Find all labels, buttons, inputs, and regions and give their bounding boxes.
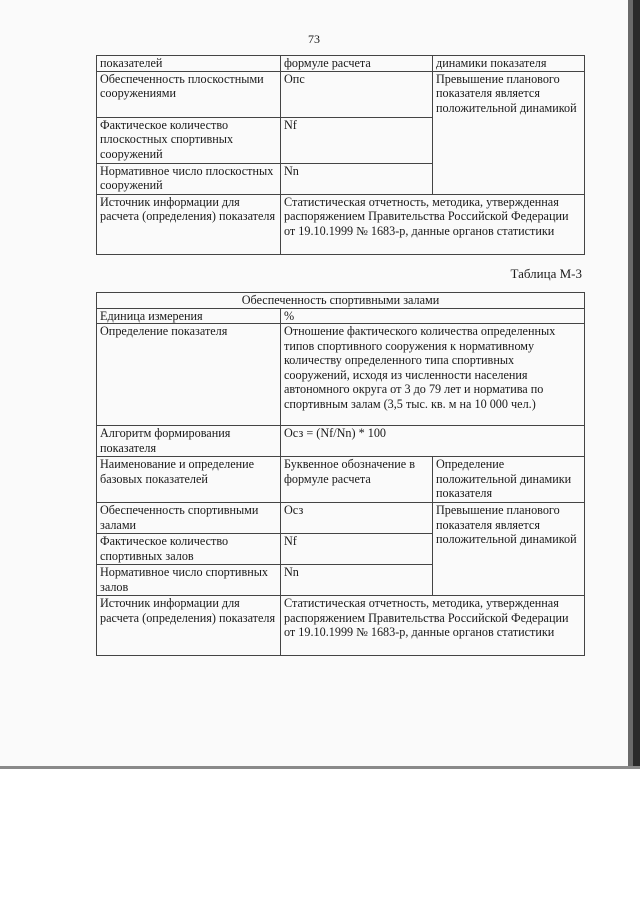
source-value: Статистическая отчетность, методика, утвержденная распоряжением Правительства Российской Федерации от 19.10.1999 № 1683-р, данные органов статистики bbox=[281, 596, 585, 656]
source-label: Источник информации для расчета (определения) показателя bbox=[97, 596, 281, 656]
table-row bbox=[97, 71, 585, 117]
header-cell: Буквенное обозначение в формуле расчета bbox=[281, 457, 433, 503]
table-title: Обеспеченность спортивными залами bbox=[97, 293, 585, 309]
unit-value: % bbox=[281, 308, 585, 324]
base-indicator-name: Фактическое количество спортивных залов bbox=[97, 534, 281, 565]
formula-symbol: Nn bbox=[281, 163, 433, 194]
formula-symbol: Nf bbox=[281, 534, 433, 565]
formula-symbol: Опс bbox=[281, 71, 433, 117]
scan-border bbox=[633, 0, 640, 768]
algorithm-formula: Осз = (Nf/Nn) * 100 bbox=[281, 426, 585, 457]
formula-symbol: Осз bbox=[281, 503, 433, 534]
algorithm-label: Алгоритм формирования показателя bbox=[97, 426, 281, 457]
base-indicator-name: Обеспеченность плоскостными сооружениями bbox=[97, 71, 281, 117]
table-row bbox=[97, 194, 585, 254]
base-indicator-name: Нормативное число плоскостных сооружений bbox=[97, 163, 281, 194]
table-row bbox=[97, 293, 585, 309]
table-row bbox=[97, 56, 585, 72]
table-row bbox=[97, 596, 585, 656]
header-cell: формуле расчета bbox=[281, 56, 433, 72]
header-cell: показателей bbox=[97, 56, 281, 72]
table-caption: Таблица М-3 bbox=[510, 266, 582, 281]
definition-label: Определение показателя bbox=[97, 324, 281, 426]
definition-value: Отношение фактического количества определенных типов спортивного сооружения к нормативному количеству определенного типа спортивных сооружений, исходя из численности населения автономного округа от 3 до 79 лет и норматива по спортивным залам (3,5 тыс. кв. м на 10 000 чел.) bbox=[281, 324, 585, 426]
table-row bbox=[97, 503, 585, 534]
table-row bbox=[97, 308, 585, 324]
indicator-table-2 bbox=[96, 292, 585, 656]
page-number: 73 bbox=[308, 32, 320, 46]
base-indicator-name: Фактическое количество плоскостных спортивных сооружений bbox=[97, 117, 281, 163]
formula-symbol: Nn bbox=[281, 565, 433, 596]
base-indicator-name: Нормативное число спортивных залов bbox=[97, 565, 281, 596]
table-row bbox=[97, 324, 585, 426]
header-cell: Определение положительной динамики показателя bbox=[433, 457, 585, 503]
header-cell: динамики показателя bbox=[433, 56, 585, 72]
table-row bbox=[97, 457, 585, 503]
unit-label: Единица измерения bbox=[97, 308, 281, 324]
table-row bbox=[97, 426, 585, 457]
page-bottom-edge bbox=[0, 766, 640, 769]
source-value: Статистическая отчетность, методика, утвержденная распоряжением Правительства Российской Федерации от 19.10.1999 № 1683-р, данные органов статистики bbox=[281, 194, 585, 254]
header-cell: Наименование и определение базовых показателей bbox=[97, 457, 281, 503]
positive-dynamics-cell: Превышение планового показателя является положительной динамикой bbox=[433, 503, 585, 596]
source-label: Источник информации для расчета (определения) показателя bbox=[97, 194, 281, 254]
formula-symbol: Nf bbox=[281, 117, 433, 163]
base-indicator-name: Обеспеченность спортивными залами bbox=[97, 503, 281, 534]
positive-dynamics-cell: Превышение планового показателя является положительной динамикой bbox=[433, 71, 585, 194]
indicator-table-1 bbox=[96, 55, 585, 255]
